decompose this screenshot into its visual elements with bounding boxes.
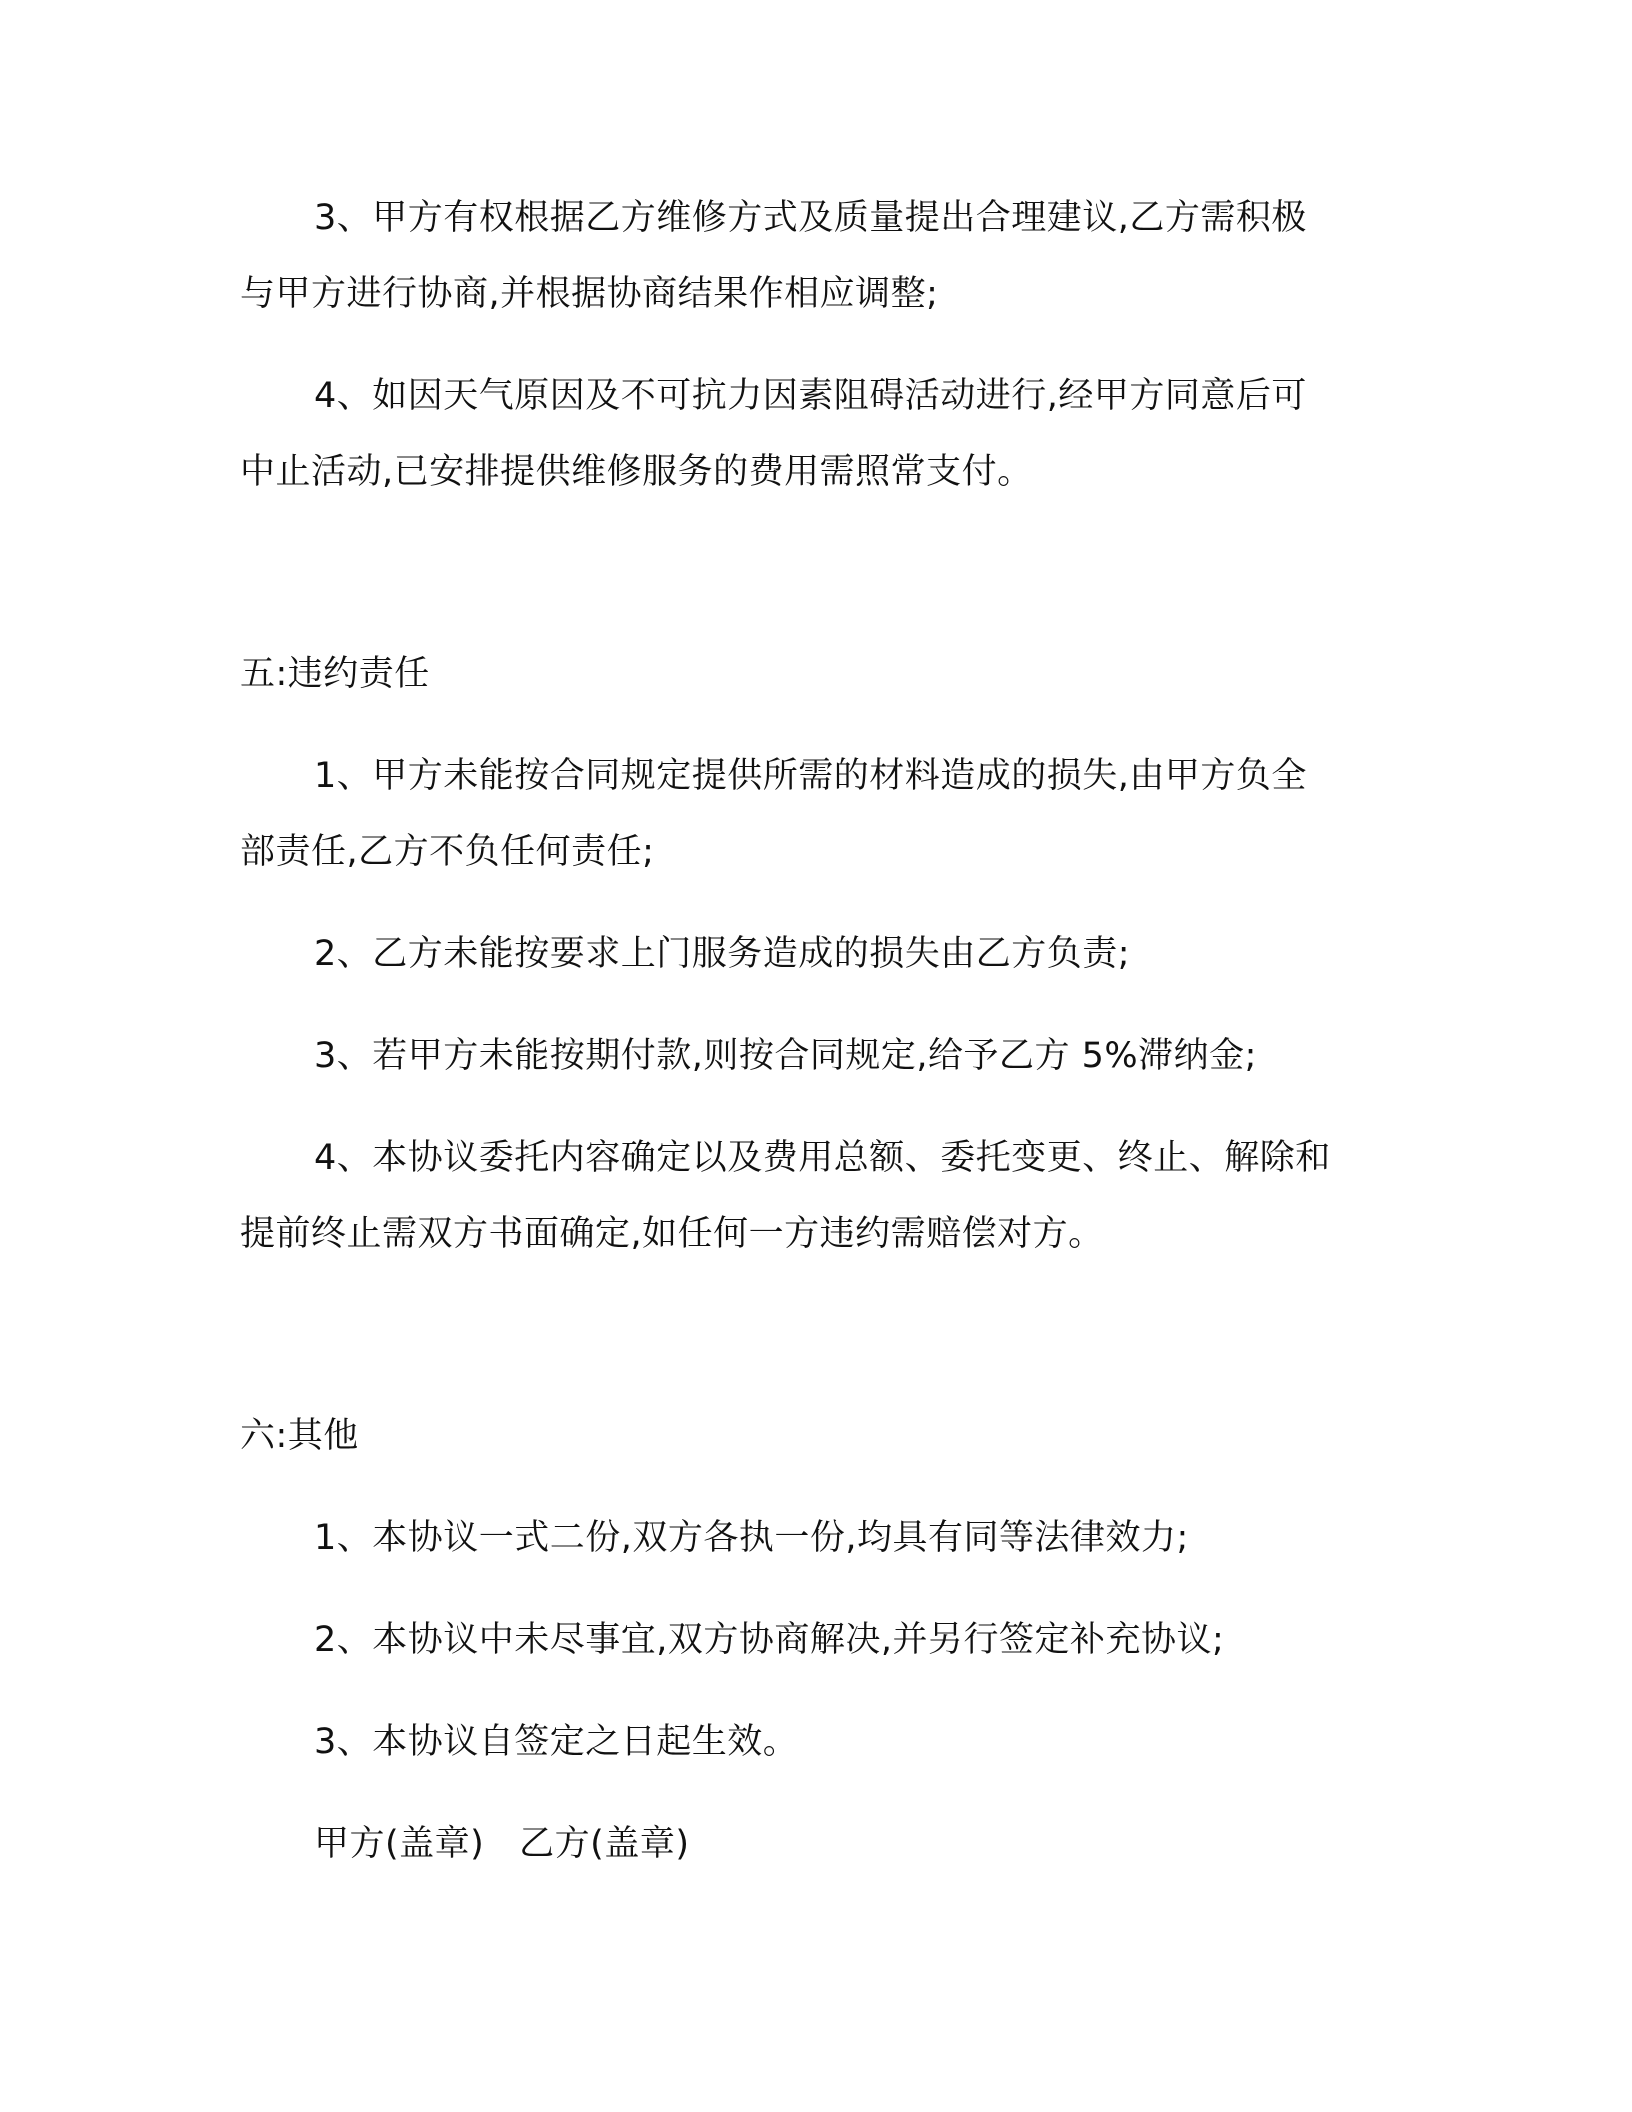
clause-5-2: 2、乙方未能按要求上门服务造成的损失由乙方负责; bbox=[314, 934, 1131, 974]
clause-4-3-line-1: 3、甲方有权根据乙方维修方式及质量提出合理建议,乙方需积极 bbox=[314, 198, 1307, 238]
clause-6-1: 1、本协议一式二份,双方各执一份,均具有同等法律效力; bbox=[314, 1518, 1189, 1558]
signature-line: 甲方(盖章) 乙方(盖章) bbox=[314, 1824, 690, 1864]
clause-5-1-line-2: 部责任,乙方不负任何责任; bbox=[240, 832, 655, 872]
clause-5-1-line-1: 1、甲方未能按合同规定提供所需的材料造成的损失,由甲方负全 bbox=[314, 756, 1307, 796]
clause-5-4-line-1: 4、本协议委托内容确定以及费用总额、委托变更、终止、解除和 bbox=[314, 1138, 1331, 1178]
clause-5-4-line-2: 提前终止需双方书面确定,如任何一方违约需赔偿对方。 bbox=[240, 1214, 1104, 1254]
clause-5-3: 3、若甲方未能按期付款,则按合同规定,给予乙方 5%滞纳金; bbox=[314, 1036, 1257, 1076]
clause-6-2: 2、本协议中未尽事宜,双方协商解决,并另行签定补充协议; bbox=[314, 1620, 1225, 1660]
clause-4-3-line-2: 与甲方进行协商,并根据协商结果作相应调整; bbox=[240, 274, 939, 314]
clause-4-4-line-2: 中止活动,已安排提供维修服务的费用需照常支付。 bbox=[240, 452, 1033, 492]
clause-6-3: 3、本协议自签定之日起生效。 bbox=[314, 1722, 799, 1762]
section-6-heading: 六:其他 bbox=[240, 1416, 359, 1456]
section-5-heading: 五:违约责任 bbox=[240, 654, 430, 694]
clause-4-4-line-1: 4、如因天气原因及不可抗力因素阻碍活动进行,经甲方同意后可 bbox=[314, 376, 1307, 416]
